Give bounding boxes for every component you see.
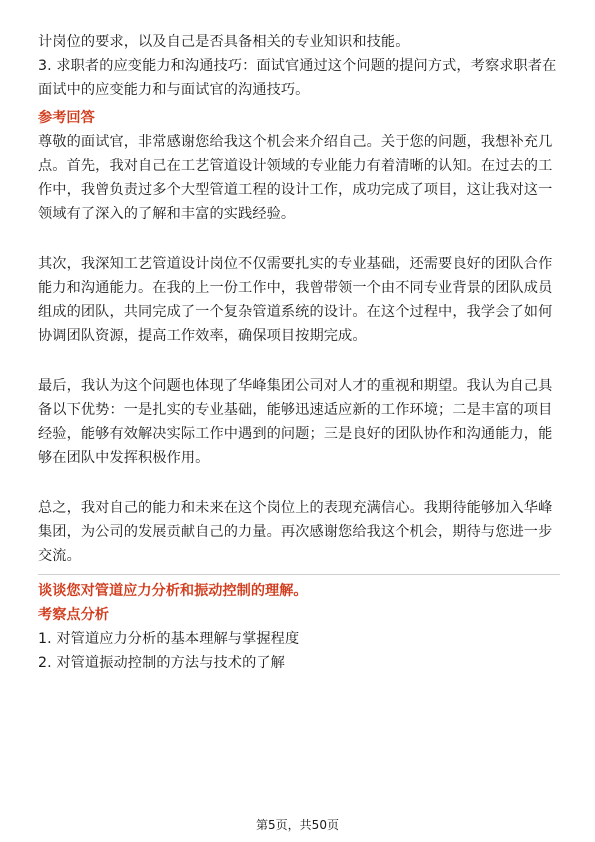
intro-line: 3. 求职者的应变能力和沟通技巧：面试官通过这个问题的提问方式，考察求职者在 [38, 58, 557, 74]
list-item: 2. 对管道振动控制的方法与技术的了解 [38, 655, 285, 671]
answer-paragraph [38, 252, 560, 348]
intro-line: 面试中的应变能力和与面试官的沟通技巧。 [38, 82, 310, 98]
answer-paragraph [38, 374, 560, 470]
question-title: 谈谈您对管道应力分析和振动控制的理解。 [38, 583, 308, 599]
paragraph-line: 备以下优势：一是扎实的专业基础，能够迅速适应新的工作环境；二是丰富的项目 [38, 402, 553, 418]
list-item: 1. 对管道应力分析的基本理解与掌握程度 [38, 631, 300, 647]
paragraph-line: 交流。 [38, 548, 81, 564]
page-number: 第5页，共50页 [256, 818, 339, 832]
answer-label: 参考回答 [38, 110, 95, 126]
paragraph-line: 经验，能够有效解决实际工作中遇到的问题；三是良好的团队协作和沟通能力，能 [38, 426, 553, 442]
answer-paragraph [38, 130, 560, 226]
paragraph-line: 尊敬的面试官，非常感谢您给我这个机会来介绍自己。关于您的问题，我想补充几 [38, 134, 553, 150]
paragraph-line: 最后，我认为这个问题也体现了华峰集团公司对人才的重视和期望。我认为自己具 [38, 378, 553, 394]
section-divider [38, 574, 560, 575]
points-list [38, 627, 560, 675]
paragraph-line: 够在团队中发挥积极作用。 [38, 450, 210, 466]
intro-section [38, 30, 560, 102]
paragraph-line: 作中，我曾负责过多个大型管道工程的设计工作，成功完成了项目，这让我对这一 [38, 182, 553, 198]
paragraph-line: 组成的团队，共同完成了一个复杂管道系统的设计。在这个过程中，我学会了如何 [38, 304, 553, 320]
paragraph-line: 其次，我深知工艺管道设计岗位不仅需要扎实的专业基础，还需要良好的团队合作 [38, 256, 553, 272]
intro-line: 计岗位的要求，以及自己是否具备相关的专业知识和技能。 [38, 34, 410, 50]
paragraph-line: 总之，我对自己的能力和未来在这个岗位上的表现充满信心。我期待能够加入华峰 [38, 500, 553, 516]
answer-paragraph [38, 496, 560, 568]
paragraph-line: 能力和沟通能力。在我的上一份工作中，我曾带领一个由不同专业背景的团队成员 [38, 280, 553, 296]
paragraph-line: 集团，为公司的发展贡献自己的力量。再次感谢您给我这个机会，期待与您进一步 [38, 524, 553, 540]
document-body [38, 30, 560, 675]
paragraph-line: 点。首先，我对自己在工艺管道设计领域的专业能力有着清晰的认知。在过去的工 [38, 158, 553, 174]
points-label: 考察点分析 [38, 607, 109, 623]
paragraph-line: 协调团队资源，提高工作效率，确保项目按期完成。 [38, 328, 367, 344]
paragraph-line: 领域有了深入的了解和丰富的实践经验。 [38, 206, 296, 222]
